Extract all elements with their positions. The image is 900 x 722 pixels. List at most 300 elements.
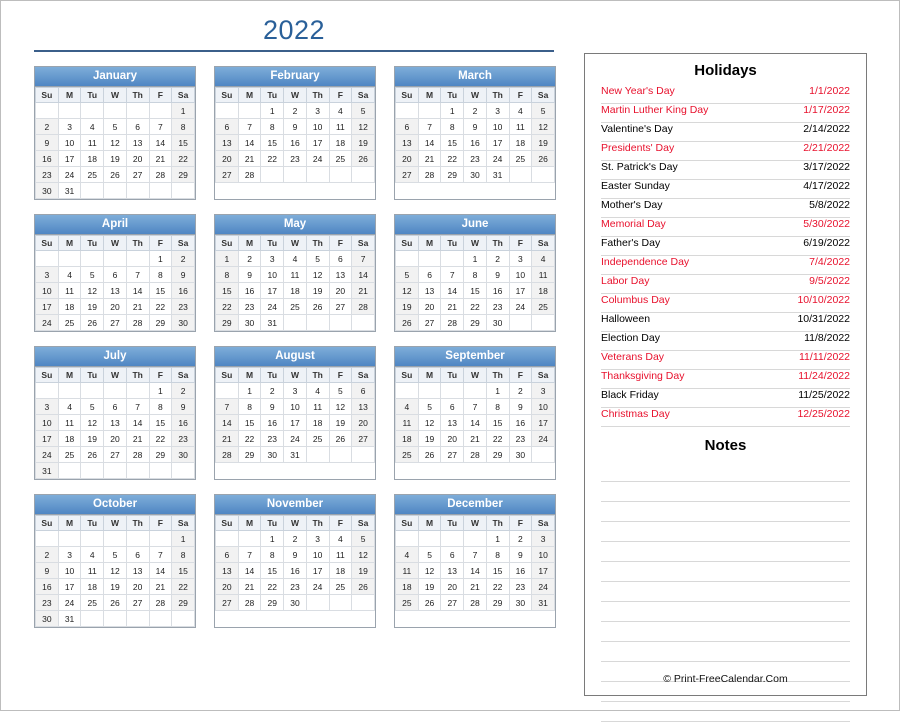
day-cell-empty bbox=[149, 463, 172, 479]
day-cell: 28 bbox=[464, 447, 487, 463]
day-cell: 12 bbox=[329, 399, 352, 415]
weekday-header: Th bbox=[486, 88, 509, 103]
day-cell: 30 bbox=[284, 595, 307, 611]
weekday-header: Su bbox=[36, 236, 59, 251]
week-row bbox=[396, 447, 555, 463]
weekday-header: Th bbox=[126, 88, 149, 103]
day-cell: 10 bbox=[509, 267, 532, 283]
note-line[interactable] bbox=[601, 542, 850, 562]
day-cell: 20 bbox=[104, 299, 127, 315]
day-cell: 18 bbox=[396, 579, 419, 595]
day-cell: 13 bbox=[126, 563, 149, 579]
day-cell: 26 bbox=[396, 315, 419, 331]
day-cell: 22 bbox=[149, 431, 172, 447]
day-cell: 18 bbox=[284, 283, 307, 299]
weekday-header: Su bbox=[216, 236, 239, 251]
day-cell-empty bbox=[238, 103, 261, 119]
day-cell: 16 bbox=[464, 135, 487, 151]
month-february bbox=[214, 66, 376, 200]
day-cell-empty bbox=[418, 531, 441, 547]
weekday-header: Th bbox=[126, 516, 149, 531]
week-row bbox=[216, 415, 375, 431]
day-cell: 4 bbox=[81, 547, 104, 563]
day-cell-empty bbox=[81, 383, 104, 399]
week-row bbox=[36, 151, 195, 167]
holiday-row bbox=[601, 294, 850, 313]
day-cell: 24 bbox=[58, 595, 81, 611]
day-cell: 6 bbox=[216, 547, 239, 563]
weekday-header: Sa bbox=[532, 516, 555, 531]
day-cell-empty bbox=[216, 383, 239, 399]
weekday-header: Sa bbox=[532, 88, 555, 103]
day-cell: 10 bbox=[306, 119, 329, 135]
week-row bbox=[216, 315, 375, 331]
day-cell: 18 bbox=[532, 283, 555, 299]
day-cell: 3 bbox=[58, 547, 81, 563]
day-cell: 30 bbox=[172, 315, 195, 331]
day-cell: 29 bbox=[261, 595, 284, 611]
day-cell: 20 bbox=[126, 579, 149, 595]
weekday-header: Su bbox=[36, 368, 59, 383]
day-cell: 31 bbox=[261, 315, 284, 331]
day-cell: 25 bbox=[81, 167, 104, 183]
week-row bbox=[216, 119, 375, 135]
day-cell: 7 bbox=[352, 251, 375, 267]
day-cell: 25 bbox=[396, 595, 419, 611]
day-cell: 15 bbox=[486, 415, 509, 431]
day-cell: 16 bbox=[172, 283, 195, 299]
weekday-header: Su bbox=[36, 516, 59, 531]
weekday-header: M bbox=[58, 516, 81, 531]
day-cell: 31 bbox=[532, 595, 555, 611]
note-line[interactable] bbox=[601, 602, 850, 622]
day-cell: 19 bbox=[81, 431, 104, 447]
week-row bbox=[396, 415, 555, 431]
note-line[interactable] bbox=[601, 702, 850, 722]
day-cell: 21 bbox=[352, 283, 375, 299]
weekday-header: F bbox=[509, 88, 532, 103]
weekday-header: W bbox=[284, 368, 307, 383]
day-cell: 10 bbox=[532, 399, 555, 415]
week-row bbox=[396, 383, 555, 399]
weekday-header: Sa bbox=[172, 236, 195, 251]
month-table bbox=[215, 235, 375, 331]
month-july bbox=[34, 346, 196, 480]
weekday-header: Tu bbox=[81, 236, 104, 251]
day-cell: 1 bbox=[216, 251, 239, 267]
day-cell: 27 bbox=[441, 447, 464, 463]
holiday-date: 10/10/2022 bbox=[797, 294, 850, 306]
note-line[interactable] bbox=[601, 522, 850, 542]
week-row bbox=[396, 283, 555, 299]
day-cell: 5 bbox=[306, 251, 329, 267]
day-cell-empty bbox=[172, 463, 195, 479]
holiday-date: 5/8/2022 bbox=[809, 199, 850, 211]
day-cell: 17 bbox=[261, 283, 284, 299]
day-cell: 16 bbox=[284, 135, 307, 151]
week-row bbox=[216, 531, 375, 547]
day-cell: 4 bbox=[396, 547, 419, 563]
day-cell: 4 bbox=[284, 251, 307, 267]
note-line[interactable] bbox=[601, 582, 850, 602]
holiday-name: Halloween bbox=[601, 313, 651, 325]
day-cell-empty bbox=[172, 611, 195, 627]
day-cell: 6 bbox=[216, 119, 239, 135]
day-cell: 31 bbox=[58, 183, 81, 199]
note-line[interactable] bbox=[601, 562, 850, 582]
weekday-header: M bbox=[238, 88, 261, 103]
day-cell: 10 bbox=[284, 399, 307, 415]
day-cell: 20 bbox=[396, 151, 419, 167]
day-cell: 24 bbox=[532, 431, 555, 447]
weekday-header: Sa bbox=[352, 236, 375, 251]
day-cell: 26 bbox=[352, 579, 375, 595]
day-cell: 4 bbox=[396, 399, 419, 415]
weekday-header: Tu bbox=[81, 516, 104, 531]
holiday-name: Martin Luther King Day bbox=[601, 104, 709, 116]
week-row bbox=[216, 283, 375, 299]
day-cell: 13 bbox=[396, 135, 419, 151]
day-cell: 9 bbox=[284, 547, 307, 563]
day-cell: 8 bbox=[172, 547, 195, 563]
day-cell: 3 bbox=[36, 267, 59, 283]
day-cell-empty bbox=[36, 383, 59, 399]
day-cell: 25 bbox=[58, 447, 81, 463]
holiday-date: 1/17/2022 bbox=[803, 104, 850, 116]
holiday-name: Memorial Day bbox=[601, 218, 666, 230]
day-cell: 18 bbox=[81, 151, 104, 167]
holiday-date: 7/4/2022 bbox=[809, 256, 850, 268]
day-cell-empty bbox=[464, 383, 487, 399]
week-row bbox=[396, 151, 555, 167]
week-row bbox=[216, 251, 375, 267]
day-cell: 14 bbox=[216, 415, 239, 431]
day-cell: 19 bbox=[306, 283, 329, 299]
day-cell-empty bbox=[441, 383, 464, 399]
week-row bbox=[396, 531, 555, 547]
week-row bbox=[396, 167, 555, 183]
day-cell: 24 bbox=[509, 299, 532, 315]
day-cell-empty bbox=[509, 167, 532, 183]
day-cell: 17 bbox=[284, 415, 307, 431]
holidays-heading: Holidays bbox=[694, 62, 757, 79]
week-row bbox=[216, 447, 375, 463]
day-cell: 23 bbox=[238, 299, 261, 315]
holiday-name: Columbus Day bbox=[601, 294, 670, 306]
day-cell-empty bbox=[36, 103, 59, 119]
note-line[interactable] bbox=[601, 682, 850, 702]
day-cell: 13 bbox=[441, 563, 464, 579]
week-row bbox=[36, 283, 195, 299]
weekday-header: Su bbox=[396, 368, 419, 383]
day-cell-empty bbox=[126, 103, 149, 119]
weekday-header: Su bbox=[216, 88, 239, 103]
day-cell: 15 bbox=[216, 283, 239, 299]
day-cell: 5 bbox=[352, 531, 375, 547]
day-cell-empty bbox=[104, 531, 127, 547]
day-cell-empty bbox=[149, 531, 172, 547]
day-cell: 27 bbox=[352, 431, 375, 447]
day-cell: 26 bbox=[329, 431, 352, 447]
day-cell: 23 bbox=[172, 431, 195, 447]
day-cell-empty bbox=[126, 183, 149, 199]
day-cell: 25 bbox=[329, 579, 352, 595]
month-table bbox=[35, 367, 195, 479]
day-cell: 20 bbox=[126, 151, 149, 167]
day-cell: 8 bbox=[486, 547, 509, 563]
day-cell: 10 bbox=[261, 267, 284, 283]
day-cell: 22 bbox=[172, 579, 195, 595]
day-cell: 26 bbox=[352, 151, 375, 167]
day-cell-empty bbox=[418, 103, 441, 119]
weekday-header: W bbox=[284, 516, 307, 531]
day-cell: 3 bbox=[509, 251, 532, 267]
month-table bbox=[35, 87, 195, 199]
day-cell-empty bbox=[352, 167, 375, 183]
week-row bbox=[396, 251, 555, 267]
day-cell-empty bbox=[104, 383, 127, 399]
week-row bbox=[36, 251, 195, 267]
day-cell: 2 bbox=[238, 251, 261, 267]
day-cell-empty bbox=[329, 595, 352, 611]
day-cell-empty bbox=[441, 251, 464, 267]
day-cell: 26 bbox=[81, 315, 104, 331]
note-line[interactable] bbox=[601, 482, 850, 502]
holiday-name: Easter Sunday bbox=[601, 180, 670, 192]
week-row bbox=[396, 135, 555, 151]
week-row bbox=[36, 167, 195, 183]
weekday-header: Th bbox=[306, 368, 329, 383]
holiday-name: Labor Day bbox=[601, 275, 650, 287]
weekday-header: W bbox=[464, 516, 487, 531]
weekday-header: F bbox=[509, 516, 532, 531]
holiday-date: 9/5/2022 bbox=[809, 275, 850, 287]
day-cell: 16 bbox=[238, 283, 261, 299]
day-cell: 21 bbox=[126, 431, 149, 447]
day-cell: 24 bbox=[284, 431, 307, 447]
day-cell: 28 bbox=[126, 447, 149, 463]
day-cell: 13 bbox=[104, 283, 127, 299]
day-cell-empty bbox=[81, 183, 104, 199]
day-cell: 18 bbox=[58, 299, 81, 315]
day-cell-empty bbox=[441, 531, 464, 547]
holiday-date: 11/8/2022 bbox=[804, 332, 850, 344]
weekday-header: F bbox=[329, 368, 352, 383]
day-cell: 7 bbox=[464, 399, 487, 415]
day-cell: 24 bbox=[36, 447, 59, 463]
day-cell: 3 bbox=[486, 103, 509, 119]
month-title: February bbox=[215, 67, 375, 87]
week-row bbox=[396, 579, 555, 595]
month-january bbox=[34, 66, 196, 200]
day-cell: 13 bbox=[216, 135, 239, 151]
day-cell: 11 bbox=[509, 119, 532, 135]
week-row bbox=[216, 547, 375, 563]
day-cell: 2 bbox=[464, 103, 487, 119]
day-cell: 17 bbox=[58, 579, 81, 595]
weekday-header: Th bbox=[486, 368, 509, 383]
holiday-date: 11/11/2022 bbox=[799, 351, 850, 363]
day-cell: 12 bbox=[81, 415, 104, 431]
note-line[interactable] bbox=[601, 622, 850, 642]
week-row bbox=[36, 447, 195, 463]
day-cell: 20 bbox=[441, 431, 464, 447]
weekday-header: Tu bbox=[441, 516, 464, 531]
week-row bbox=[216, 267, 375, 283]
weekday-header: Th bbox=[306, 516, 329, 531]
day-cell: 5 bbox=[104, 547, 127, 563]
holiday-name: Black Friday bbox=[601, 389, 659, 401]
day-cell: 16 bbox=[284, 563, 307, 579]
day-cell: 2 bbox=[486, 251, 509, 267]
day-cell: 2 bbox=[509, 531, 532, 547]
day-cell: 18 bbox=[329, 563, 352, 579]
weekday-header: F bbox=[509, 236, 532, 251]
week-row bbox=[396, 563, 555, 579]
day-cell-empty bbox=[464, 531, 487, 547]
panel-footer: © Print-FreeCalendar.Com bbox=[663, 673, 788, 685]
day-cell: 21 bbox=[126, 299, 149, 315]
week-row bbox=[216, 595, 375, 611]
day-cell: 8 bbox=[441, 119, 464, 135]
holiday-name: Thanksgiving Day bbox=[601, 370, 685, 382]
day-cell: 22 bbox=[486, 431, 509, 447]
weekday-header: M bbox=[238, 236, 261, 251]
day-cell: 29 bbox=[149, 447, 172, 463]
weekday-header: Su bbox=[396, 88, 419, 103]
month-table bbox=[35, 515, 195, 627]
day-cell: 11 bbox=[532, 267, 555, 283]
day-cell: 9 bbox=[36, 135, 59, 151]
week-row bbox=[36, 431, 195, 447]
holiday-name: Veterans Day bbox=[601, 351, 665, 363]
day-cell: 7 bbox=[238, 547, 261, 563]
day-cell: 2 bbox=[509, 383, 532, 399]
weekday-header: Su bbox=[36, 88, 59, 103]
day-cell: 12 bbox=[104, 135, 127, 151]
month-title: January bbox=[35, 67, 195, 87]
day-cell: 22 bbox=[261, 579, 284, 595]
day-cell: 19 bbox=[352, 135, 375, 151]
day-cell: 8 bbox=[464, 267, 487, 283]
day-cell-empty bbox=[126, 383, 149, 399]
day-cell: 14 bbox=[441, 283, 464, 299]
month-title: June bbox=[395, 215, 555, 235]
day-cell: 17 bbox=[532, 415, 555, 431]
day-cell: 27 bbox=[216, 595, 239, 611]
day-cell: 7 bbox=[464, 547, 487, 563]
day-cell: 25 bbox=[58, 315, 81, 331]
day-cell-empty bbox=[126, 251, 149, 267]
day-cell: 29 bbox=[486, 447, 509, 463]
weekday-header: Th bbox=[486, 516, 509, 531]
day-cell: 16 bbox=[509, 415, 532, 431]
week-row bbox=[36, 103, 195, 119]
week-row bbox=[396, 119, 555, 135]
day-cell: 1 bbox=[238, 383, 261, 399]
day-cell: 24 bbox=[306, 151, 329, 167]
day-cell: 19 bbox=[418, 431, 441, 447]
day-cell: 15 bbox=[149, 283, 172, 299]
day-cell: 8 bbox=[261, 547, 284, 563]
day-cell: 30 bbox=[509, 447, 532, 463]
day-cell: 6 bbox=[126, 547, 149, 563]
day-cell: 15 bbox=[486, 563, 509, 579]
day-cell: 26 bbox=[104, 595, 127, 611]
day-cell: 6 bbox=[352, 383, 375, 399]
weekday-header: M bbox=[58, 236, 81, 251]
holiday-row bbox=[601, 218, 850, 237]
week-row bbox=[36, 463, 195, 479]
weekday-header: Sa bbox=[532, 236, 555, 251]
day-cell: 27 bbox=[396, 167, 419, 183]
month-title: May bbox=[215, 215, 375, 235]
day-cell: 26 bbox=[418, 595, 441, 611]
day-cell: 9 bbox=[172, 267, 195, 283]
week-row bbox=[36, 267, 195, 283]
day-cell: 9 bbox=[36, 563, 59, 579]
day-cell: 13 bbox=[418, 283, 441, 299]
month-table bbox=[395, 87, 555, 183]
weekday-header: Su bbox=[396, 516, 419, 531]
day-cell: 22 bbox=[486, 579, 509, 595]
day-cell: 5 bbox=[418, 399, 441, 415]
day-cell: 23 bbox=[486, 299, 509, 315]
holiday-date: 5/30/2022 bbox=[803, 218, 850, 230]
holiday-name: Presidents' Day bbox=[601, 142, 675, 154]
week-row bbox=[36, 299, 195, 315]
day-cell: 14 bbox=[149, 563, 172, 579]
day-cell: 6 bbox=[104, 399, 127, 415]
day-cell: 21 bbox=[149, 151, 172, 167]
day-cell: 15 bbox=[238, 415, 261, 431]
day-cell: 12 bbox=[418, 415, 441, 431]
day-cell: 15 bbox=[261, 563, 284, 579]
month-december bbox=[394, 494, 556, 628]
day-cell: 6 bbox=[329, 251, 352, 267]
day-cell-empty bbox=[126, 611, 149, 627]
day-cell: 24 bbox=[532, 579, 555, 595]
day-cell: 6 bbox=[441, 399, 464, 415]
day-cell: 19 bbox=[104, 579, 127, 595]
day-cell: 29 bbox=[172, 595, 195, 611]
note-line[interactable] bbox=[601, 462, 850, 482]
day-cell: 5 bbox=[329, 383, 352, 399]
day-cell-empty bbox=[532, 447, 555, 463]
week-row bbox=[36, 595, 195, 611]
day-cell: 27 bbox=[104, 315, 127, 331]
day-cell: 27 bbox=[216, 167, 239, 183]
day-cell: 25 bbox=[509, 151, 532, 167]
day-cell: 3 bbox=[261, 251, 284, 267]
week-row bbox=[396, 299, 555, 315]
day-cell: 24 bbox=[58, 167, 81, 183]
note-line[interactable] bbox=[601, 502, 850, 522]
note-line[interactable] bbox=[601, 642, 850, 662]
day-cell: 27 bbox=[329, 299, 352, 315]
holiday-date: 3/17/2022 bbox=[803, 161, 850, 173]
day-cell: 28 bbox=[352, 299, 375, 315]
holiday-row bbox=[601, 351, 850, 370]
day-cell: 13 bbox=[104, 415, 127, 431]
day-cell: 3 bbox=[58, 119, 81, 135]
weekday-header: Tu bbox=[441, 88, 464, 103]
month-october bbox=[34, 494, 196, 628]
day-cell: 8 bbox=[172, 119, 195, 135]
day-cell-empty bbox=[104, 611, 127, 627]
month-title: November bbox=[215, 495, 375, 515]
day-cell-empty bbox=[352, 315, 375, 331]
